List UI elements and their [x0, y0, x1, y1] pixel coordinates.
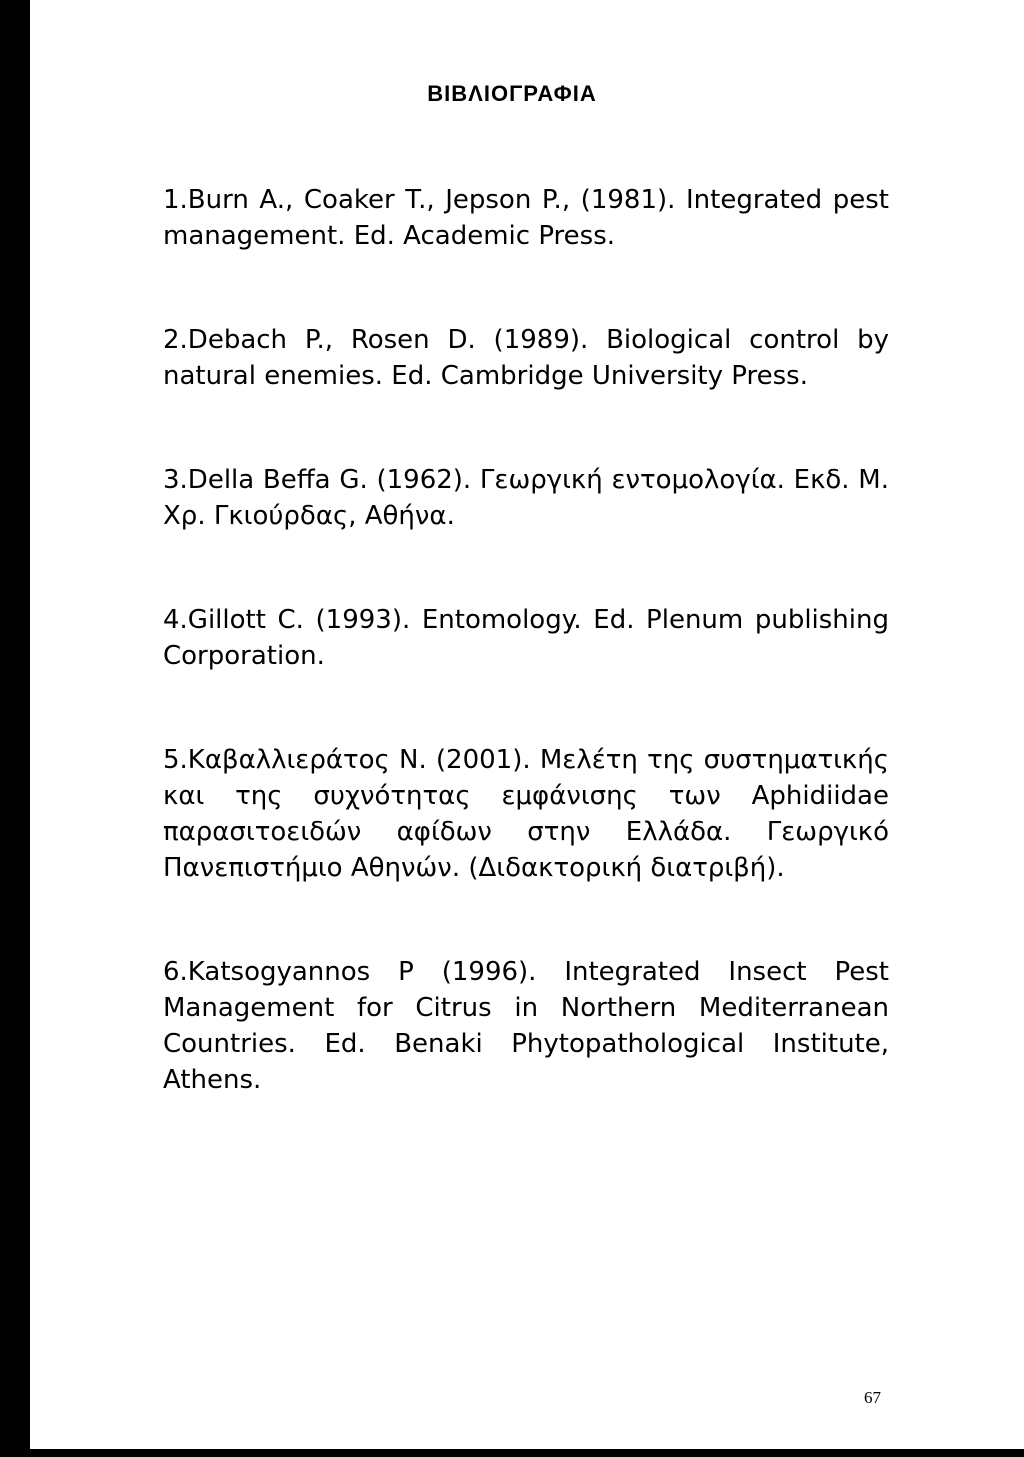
reference-item: 1.Burn A., Coaker T., Jepson P., (1981). Integrated pest management. Ed. Academic Press. — [163, 185, 889, 251]
reference-item: 2.Debach P., Rosen D. (1989). Biological control by natural enemies. Ed. Cambridge University Press. — [163, 325, 889, 391]
bibliography-heading: ΒΙΒΛΙΟΓΡΑΦΙΑ — [427, 81, 597, 106]
reference-item: 5.Καβαλλιεράτος Ν. (2001). Μελέτη της συστηματικής και της συχνότητας εμφάνισης των Aphidiidae παρασιτοειδών αφίδων στην Ελλάδα. Γεωργικό Πανεπιστήμιο Αθηνών. (Διδακτορική διατριβή). — [163, 745, 889, 883]
reference-item: 4.Gillott C. (1993). Entomology. Ed. Plenum publishing Corporation. — [163, 605, 889, 671]
reference-item: 6.Katsogyannos P (1996). Integrated Insect Pest Management for Citrus in Northern Mediterranean Countries. Ed. Benaki Phytopathological Institute, Athens. — [163, 957, 889, 1095]
scan-margin-line — [26, 35, 28, 220]
reference-item: 3.Della Beffa G. (1962). Γεωργική εντομολογία. Εκδ. Μ. Χρ. Γκιούρδας, Αθήνα. — [163, 465, 889, 531]
page-number: 67 — [864, 1388, 881, 1407]
